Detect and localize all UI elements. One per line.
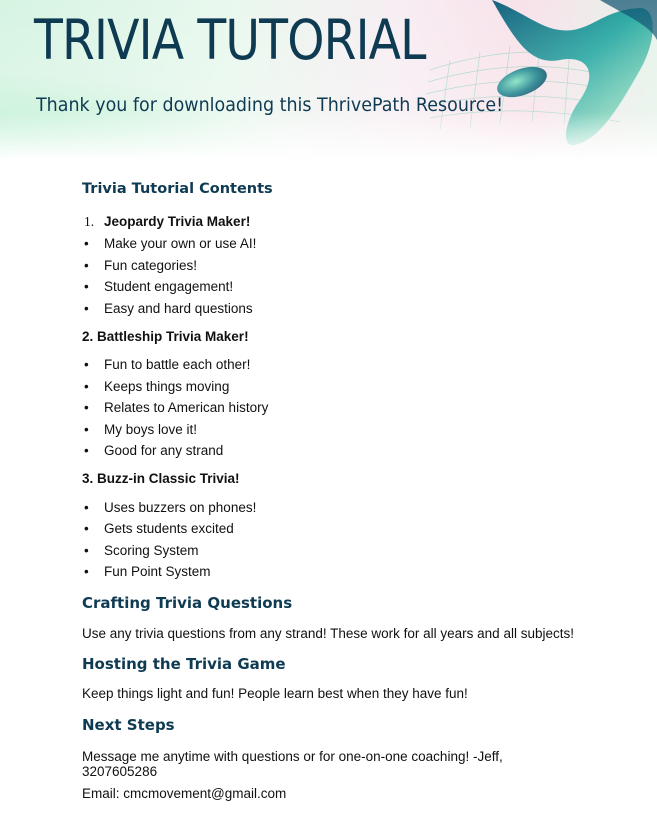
list-item-label: Keeps things moving	[104, 379, 230, 394]
list-item-label: Gets students excited	[104, 521, 234, 536]
contact-phone: 3207605286	[82, 764, 158, 779]
bullet-icon: •	[84, 564, 89, 579]
bullet-icon: •	[84, 422, 89, 437]
bullet-icon: •	[84, 357, 89, 372]
list-item-label: Scoring System	[104, 543, 199, 558]
bullet-icon: •	[84, 543, 89, 558]
contact-message: Message me anytime with questions or for one-on-one coaching! -Jeff,	[82, 749, 503, 764]
list-item-label: Relates to American history	[104, 400, 269, 415]
list-item-label: Fun categories!	[104, 258, 198, 273]
list-item-label: Easy and hard questions	[104, 301, 253, 316]
document-subtitle: Thank you for downloading this ThrivePath Resource!	[36, 94, 504, 116]
battleship-heading: 2. Battleship Trivia Maker!	[82, 329, 249, 344]
crafting-heading: Crafting Trivia Questions	[82, 594, 293, 612]
bullet-icon: •	[84, 279, 89, 294]
bullet-icon: •	[84, 443, 89, 458]
bullet-icon: •	[84, 379, 89, 394]
next-steps-heading: Next Steps	[82, 716, 175, 734]
list-item-label: Fun Point System	[104, 564, 211, 579]
list-item-label: Make your own or use AI!	[104, 236, 257, 251]
bullet-icon: •	[84, 521, 89, 536]
crafting-text: Use any trivia questions from any strand! These work for all years and all subjects!	[82, 626, 574, 641]
buzz-heading: 3. Buzz-in Classic Trivia!	[82, 471, 240, 486]
list-item-label: My boys love it!	[104, 422, 198, 437]
header-banner	[0, 0, 657, 160]
bullet-icon: •	[84, 258, 89, 273]
bullet-icon: •	[84, 400, 89, 415]
hosting-heading: Hosting the Trivia Game	[82, 655, 286, 673]
list-item-label: Jeopardy Trivia Maker!	[104, 214, 251, 229]
list-item-label: Fun to battle each other!	[104, 357, 251, 372]
list-item-label: Student engagement!	[104, 279, 234, 294]
hosting-text: Keep things light and fun! People learn best when they have fun!	[82, 686, 468, 701]
contact-email: Email: cmcmovement@gmail.com	[82, 786, 287, 801]
list-item-label: Good for any strand	[104, 443, 224, 458]
contents-heading: Trivia Tutorial Contents	[82, 181, 273, 197]
bullet-icon: •	[84, 301, 89, 316]
document-title: TRIVIA TUTORIAL	[34, 8, 426, 72]
list-item-label: Uses buzzers on phones!	[104, 500, 257, 515]
bullet-icon: •	[84, 500, 89, 515]
bullet-icon: •	[84, 236, 89, 251]
list-number: 1.	[84, 214, 95, 229]
